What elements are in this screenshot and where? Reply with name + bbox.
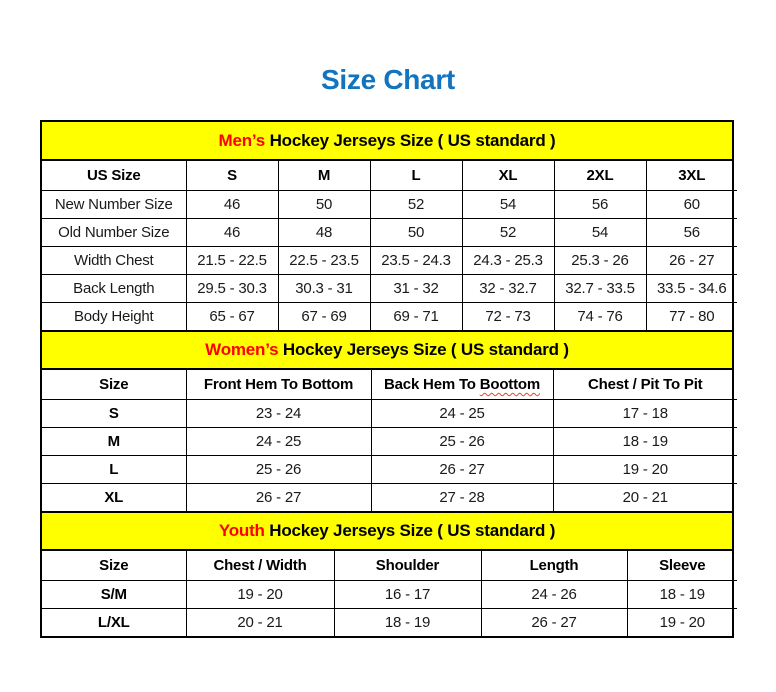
header-cell-label: US Size xyxy=(86,166,141,184)
data-cell: 27 - 28 xyxy=(371,483,553,511)
data-cell: 21.5 - 22.5 xyxy=(186,246,278,274)
table-row xyxy=(42,427,737,455)
header-cell-label: S xyxy=(227,166,237,184)
data-cell: 46 xyxy=(186,190,278,218)
data-cell: 26 - 27 xyxy=(481,608,627,636)
header-cell xyxy=(186,370,371,399)
header-cell-label: Front Hem To Bottom xyxy=(203,375,354,393)
section-title-rest: Hockey Jerseys Size ( US standard ) xyxy=(278,340,569,359)
header-cell-label: Sleeve xyxy=(659,556,706,574)
row-label: M xyxy=(42,427,186,455)
header-cell xyxy=(646,161,737,190)
table-row xyxy=(42,190,737,218)
data-cell: 23 - 24 xyxy=(186,399,371,427)
data-cell: 24 - 25 xyxy=(371,399,553,427)
data-cell: 19 - 20 xyxy=(553,455,737,483)
header-cell xyxy=(186,161,278,190)
section-title-rest: Hockey Jerseys Size ( US standard ) xyxy=(264,521,556,540)
section-title-highlight: Women’s xyxy=(205,340,279,359)
header-cell xyxy=(278,161,370,190)
row-label: S/M xyxy=(42,580,186,608)
data-cell: 74 - 76 xyxy=(554,302,646,330)
data-cell: 48 xyxy=(278,218,370,246)
row-label: L/XL xyxy=(42,608,186,636)
data-cell: 30.3 - 31 xyxy=(278,274,370,302)
header-cell-label: 3XL xyxy=(678,166,706,184)
header-cell xyxy=(186,551,334,580)
data-cell: 50 xyxy=(370,218,462,246)
header-cell-label: Size xyxy=(99,375,129,393)
data-cell: 26 - 27 xyxy=(371,455,553,483)
header-cell-label: L xyxy=(411,166,421,184)
data-cell: 60 xyxy=(646,190,737,218)
row-label: S xyxy=(42,399,186,427)
header-cell xyxy=(481,551,627,580)
data-cell: 50 xyxy=(278,190,370,218)
data-cell: 18 - 19 xyxy=(627,580,737,608)
data-cell: 25 - 26 xyxy=(186,455,371,483)
data-cell: 77 - 80 xyxy=(669,307,715,325)
header-cell-misspelled-word: Boottom xyxy=(479,375,540,393)
header-cell xyxy=(553,370,737,399)
size-chart-tables xyxy=(40,120,734,638)
row-label: Body Height xyxy=(42,302,186,330)
header-cell xyxy=(371,370,553,399)
data-cell: 23.5 - 24.3 xyxy=(370,246,462,274)
data-cell: 19 - 20 xyxy=(186,580,334,608)
table-row xyxy=(42,246,737,274)
data-cell: 25 - 26 xyxy=(371,427,553,455)
header-cell xyxy=(627,551,737,580)
header-cell-label: Chest / Width xyxy=(213,556,307,574)
header-cell-label: M xyxy=(317,166,331,184)
size-table-youth xyxy=(42,551,737,636)
page-title: Size Chart xyxy=(321,64,455,95)
header-cell xyxy=(42,551,186,580)
data-cell: 54 xyxy=(462,190,554,218)
table-row xyxy=(42,302,737,330)
section-title-highlight: Youth xyxy=(218,521,265,540)
data-cell: 29.5 - 30.3 xyxy=(186,274,278,302)
table-row xyxy=(42,608,737,636)
data-cell: 24 - 26 xyxy=(481,580,627,608)
header-row xyxy=(42,370,737,399)
table-row xyxy=(42,483,737,511)
section-banner-youth xyxy=(42,511,732,551)
data-cell: 52 xyxy=(462,218,554,246)
data-cell: 20 - 21 xyxy=(186,608,334,636)
row-label: Width Chest xyxy=(42,246,186,274)
header-cell-label: 2XL xyxy=(586,166,614,184)
header-cell xyxy=(462,161,554,190)
table-row xyxy=(42,274,737,302)
header-cell xyxy=(554,161,646,190)
row-label: Back Length xyxy=(42,274,186,302)
section-title-highlight: Men’s xyxy=(218,130,266,150)
data-cell: 18 - 19 xyxy=(553,427,737,455)
row-label: L xyxy=(42,455,186,483)
data-cell: 18 - 19 xyxy=(334,608,481,636)
table-row xyxy=(42,399,737,427)
row-label: Old Number Size xyxy=(42,218,186,246)
data-cell: 56 xyxy=(554,190,646,218)
data-cell: 31 - 32 xyxy=(370,274,462,302)
data-cell: 65 - 67 xyxy=(186,302,278,330)
header-cell-label: XL xyxy=(498,166,518,184)
header-cell-label: Shoulder xyxy=(375,556,440,574)
data-cell: 69 - 71 xyxy=(370,302,462,330)
section-banner-womens xyxy=(42,330,732,370)
header-cell-label: Back Hem To xyxy=(384,375,480,393)
header-row xyxy=(42,161,737,190)
data-cell: 26 - 27 xyxy=(186,483,371,511)
data-cell: 19 - 20 xyxy=(659,613,705,631)
size-table-womens xyxy=(42,370,737,511)
section-title-rest: Hockey Jerseys Size ( US standard ) xyxy=(265,130,556,150)
table-row xyxy=(42,580,737,608)
row-label: XL xyxy=(42,483,186,511)
data-cell: 20 - 21 xyxy=(622,488,668,506)
header-cell xyxy=(370,161,462,190)
data-cell: 32.7 - 33.5 xyxy=(554,274,646,302)
row-label: New Number Size xyxy=(42,190,186,218)
data-cell: 22.5 - 23.5 xyxy=(278,246,370,274)
header-cell xyxy=(42,161,186,190)
header-cell xyxy=(334,551,481,580)
data-cell: 16 - 17 xyxy=(334,580,481,608)
data-cell: 26 - 27 xyxy=(646,246,737,274)
section-banner-mens xyxy=(42,122,732,161)
data-cell: 72 - 73 xyxy=(462,302,554,330)
header-row xyxy=(42,551,737,580)
header-cell-label: Chest / Pit To Pit xyxy=(588,375,703,393)
data-cell: 17 - 18 xyxy=(553,399,737,427)
header-cell-label: Length xyxy=(529,556,579,574)
size-table-mens xyxy=(42,161,737,330)
header-cell xyxy=(42,370,186,399)
data-cell: 32 - 32.7 xyxy=(462,274,554,302)
data-cell: 24.3 - 25.3 xyxy=(462,246,554,274)
data-cell: 56 xyxy=(646,218,737,246)
data-cell: 67 - 69 xyxy=(278,302,370,330)
data-cell: 54 xyxy=(554,218,646,246)
table-row xyxy=(42,455,737,483)
data-cell: 25.3 - 26 xyxy=(554,246,646,274)
data-cell: 52 xyxy=(370,190,462,218)
header-cell-label: Size xyxy=(99,556,129,574)
table-row xyxy=(42,218,737,246)
data-cell: 33.5 - 34.6 xyxy=(646,274,737,302)
data-cell: 46 xyxy=(186,218,278,246)
data-cell: 24 - 25 xyxy=(186,427,371,455)
